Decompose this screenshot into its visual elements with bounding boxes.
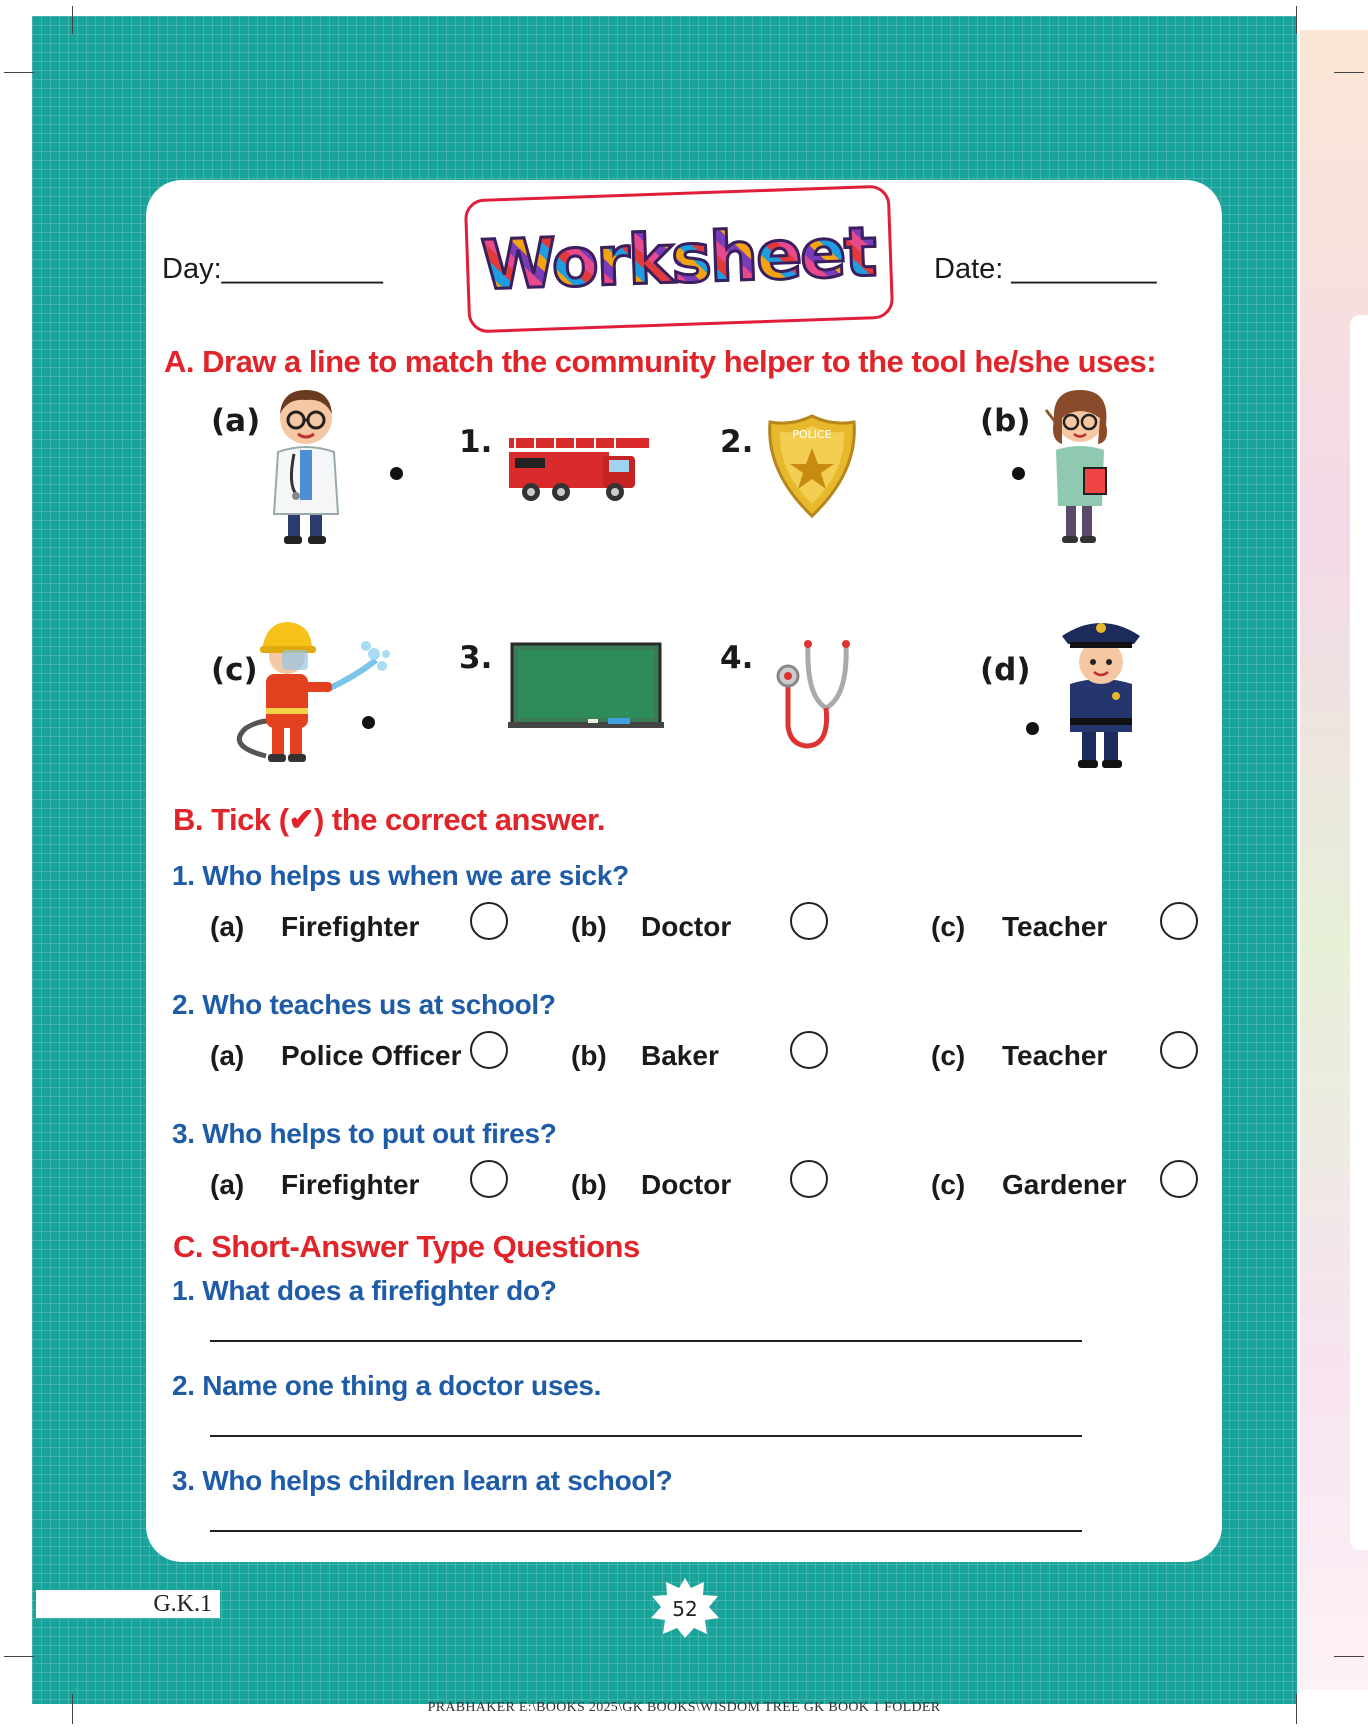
day-field[interactable]: Day:__________ (162, 253, 383, 285)
answer-line[interactable] (210, 1435, 1082, 1437)
option-letter: (a) (210, 1169, 245, 1200)
teacher-icon (1040, 384, 1120, 548)
tick-circle[interactable] (790, 902, 828, 940)
page-edge-gradient (1300, 30, 1368, 1690)
tick-circle[interactable] (790, 1160, 828, 1198)
crop-mark (1296, 6, 1297, 34)
option-letter: (c) (931, 1040, 966, 1071)
crop-mark (4, 72, 34, 73)
option-text: Baker (641, 1040, 719, 1071)
tick-circle[interactable] (470, 902, 508, 940)
page-number: 52 (672, 1597, 698, 1621)
crop-mark (1334, 1656, 1364, 1657)
badge-text: POLICE (792, 428, 832, 441)
firefighter-icon (226, 616, 396, 764)
option-text: Teacher (1002, 1040, 1108, 1071)
tool-label-1: 1. (459, 424, 493, 460)
option-letter: (a) (210, 911, 245, 942)
option-letter: (c) (931, 1169, 966, 1200)
question-b2: 2. Who teaches us at school? (172, 989, 556, 1020)
helper-label-d: (d) (980, 652, 1031, 688)
crop-mark (4, 1656, 34, 1657)
worksheet-title: Worksheet (477, 213, 880, 307)
crop-mark (1334, 72, 1364, 73)
match-dot-a[interactable] (390, 467, 403, 480)
tool-label-2: 2. (720, 424, 754, 460)
match-dot-c[interactable] (362, 716, 375, 729)
option-text: Teacher (1002, 911, 1108, 942)
option-letter: (b) (571, 1040, 607, 1071)
tick-circle[interactable] (1160, 1031, 1198, 1069)
print-path: PRABHAKER E:\BOOKS 2025\GK BOOKS\WISDOM TREE GK BOOK 1 FOLDER (427, 1700, 941, 1715)
option-text: Firefighter (281, 911, 420, 942)
tick-circle[interactable] (1160, 1160, 1198, 1198)
option-text: Gardener (1002, 1169, 1127, 1200)
section-c-title: C. Short-Answer Type Questions (173, 1229, 640, 1264)
option-text: Police Officer (281, 1040, 462, 1071)
question-c2: 2. Name one thing a doctor uses. (172, 1370, 602, 1401)
tool-label-3: 3. (459, 640, 493, 676)
match-dot-d[interactable] (1026, 722, 1039, 735)
crop-mark (72, 6, 73, 34)
answer-line[interactable] (210, 1530, 1082, 1532)
option-letter: (a) (210, 1040, 245, 1071)
option-letter: (b) (571, 1169, 607, 1200)
stethoscope-icon (776, 636, 876, 756)
option-text: Doctor (641, 911, 732, 942)
tick-circle[interactable] (470, 1160, 508, 1198)
question-b3: 3. Who helps to put out fires? (172, 1118, 557, 1149)
date-field[interactable]: Date: _________ (934, 253, 1157, 285)
answer-line[interactable] (210, 1340, 1082, 1342)
police-badge-icon (762, 412, 862, 522)
question-b1: 1. Who helps us when we are sick? (172, 860, 629, 891)
police-officer-icon (1054, 610, 1148, 770)
section-b-title: B. Tick (✔) the correct answer. (173, 802, 606, 837)
page-number-burst (650, 1578, 720, 1638)
section-a-title: A. Draw a line to match the community helper to the tool he/she uses: (164, 344, 1157, 379)
tick-circle[interactable] (1160, 902, 1198, 940)
option-letter: (b) (571, 911, 607, 942)
tick-circle[interactable] (470, 1031, 508, 1069)
fire-truck-icon (505, 430, 655, 506)
option-letter: (c) (931, 911, 966, 942)
doctor-icon (266, 384, 346, 548)
book-label: G.K.1 (36, 1590, 220, 1618)
match-dot-b[interactable] (1012, 467, 1025, 480)
option-text: Doctor (641, 1169, 732, 1200)
tool-label-4: 4. (720, 640, 754, 676)
tick-circle[interactable] (790, 1031, 828, 1069)
helper-label-a: (a) (211, 403, 261, 439)
helper-label-b: (b) (980, 403, 1031, 439)
helper-label-c: (c) (211, 652, 258, 688)
option-text: Firefighter (281, 1169, 420, 1200)
question-c3: 3. Who helps children learn at school? (172, 1465, 673, 1496)
question-c1: 1. What does a firefighter do? (172, 1275, 557, 1306)
chalkboard-icon (508, 642, 664, 732)
